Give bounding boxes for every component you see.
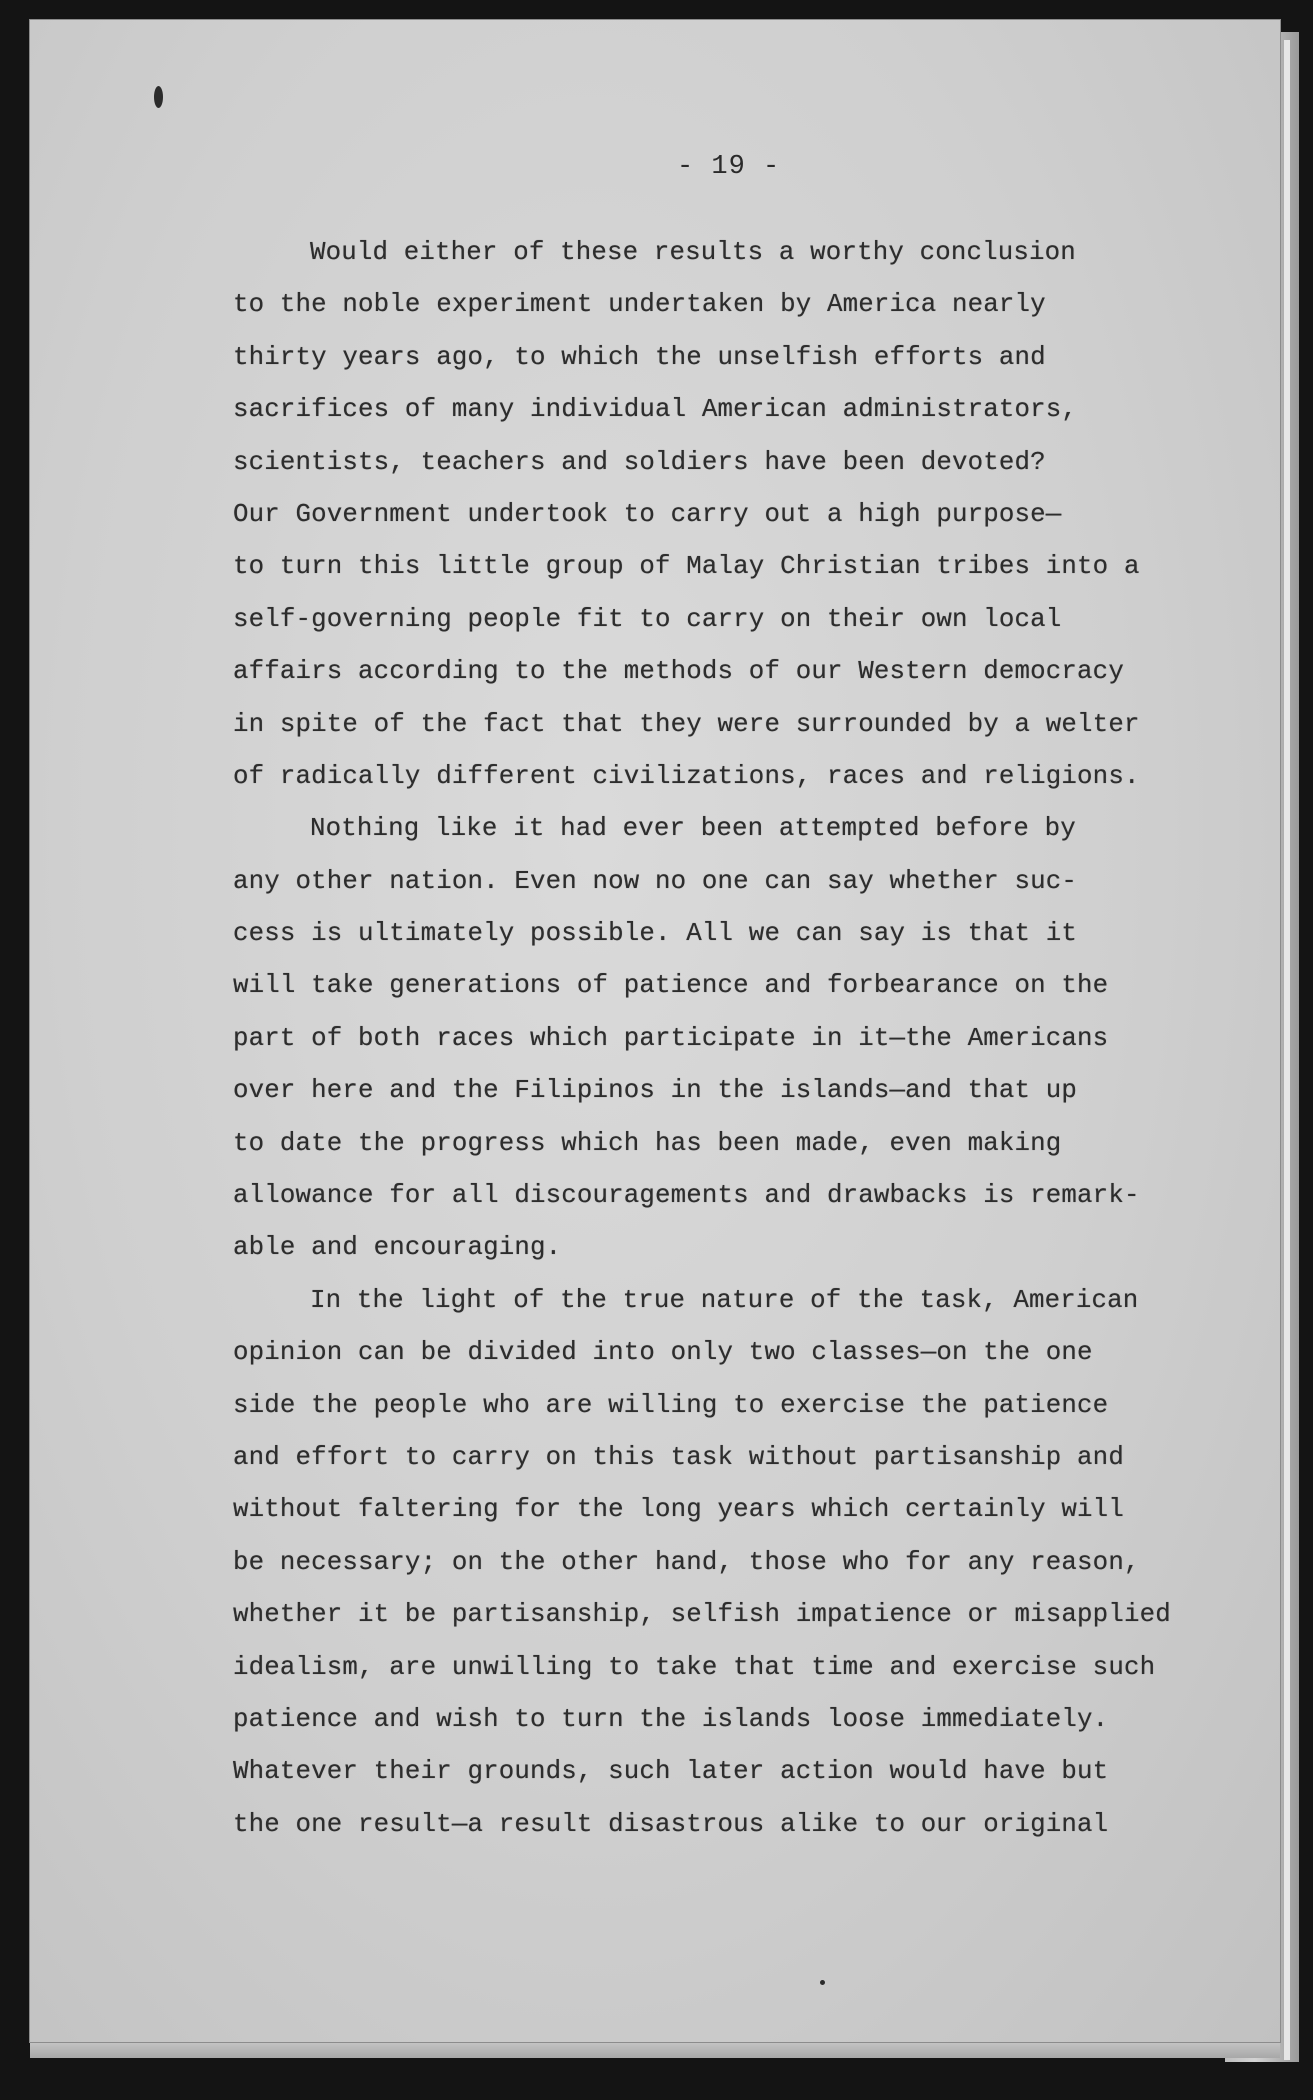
text-line: Nothing like it had ever been attempted before by [310,814,1076,844]
text-line: self-governing people fit to carry on their own local [233,604,1062,634]
text-line: scientists, teachers and soldiers have been devoted? [233,447,1046,477]
text-line: to date the progress which has been made, even making [233,1128,1062,1158]
text-line: In the light of the true nature of the task, American [310,1285,1139,1315]
text-line: be necessary; on the other hand, those who for any reason, [233,1547,1140,1577]
text-line: to the noble experiment undertaken by America nearly [233,290,1046,320]
text-line: Our Government undertook to carry out a high purpose— [233,499,1062,529]
text-line: whether it be partisanship, selfish impatience or misapplied [233,1600,1171,1630]
text-line: opinion can be divided into only two classes—on the one [233,1338,1093,1368]
text-line: patience and wish to turn the islands loose immediately. [233,1704,1109,1734]
text-line: idealism, are unwilling to take that time and exercise such [233,1652,1156,1682]
text-line: the one result—a result disastrous alike to our original [233,1809,1109,1839]
text-line: thirty years ago, to which the unselfish efforts and [233,342,1046,372]
text-line: Would either of these results a worthy conclusion [310,238,1076,267]
text-line: allowance for all discouragements and drawbacks is remark- [233,1181,1140,1211]
text-line: and effort to carry on this task without partisanship and [233,1442,1124,1472]
text-line: Whatever their grounds, such later action would have but [233,1757,1109,1787]
text-line: affairs according to the methods of our Western democracy [233,657,1124,687]
text-line: of radically different civilizations, races and religions. [233,761,1140,791]
text-line: side the people who are willing to exercise the patience [233,1390,1109,1420]
text-line: to turn this little group of Malay Christian tribes into a [233,552,1140,582]
text-line: cess is ultimately possible. All we can say is that it [233,919,1078,949]
page-number: - 19 - [677,152,781,182]
ink-blemish [154,86,163,108]
text-line: part of both races which participate in it—the Americans [233,1023,1109,1053]
text-line: able and encouraging. [233,1233,562,1263]
underlying-sheet-edge [1284,40,1290,2060]
ink-blemish [820,1980,825,1985]
text-line: in spite of the fact that they were surrounded by a welter [233,709,1140,739]
text-line: without faltering for the long years which certainly will [233,1495,1124,1525]
text-line: sacrifices of many individual American administrators, [233,395,1078,425]
text-line: will take generations of patience and forbearance on the [233,971,1109,1001]
body-text [233,227,1173,1851]
text-line: any other nation. Even now no one can say whether suc- [233,866,1078,896]
text-line: over here and the Filipinos in the islands—and that up [233,1076,1078,1106]
